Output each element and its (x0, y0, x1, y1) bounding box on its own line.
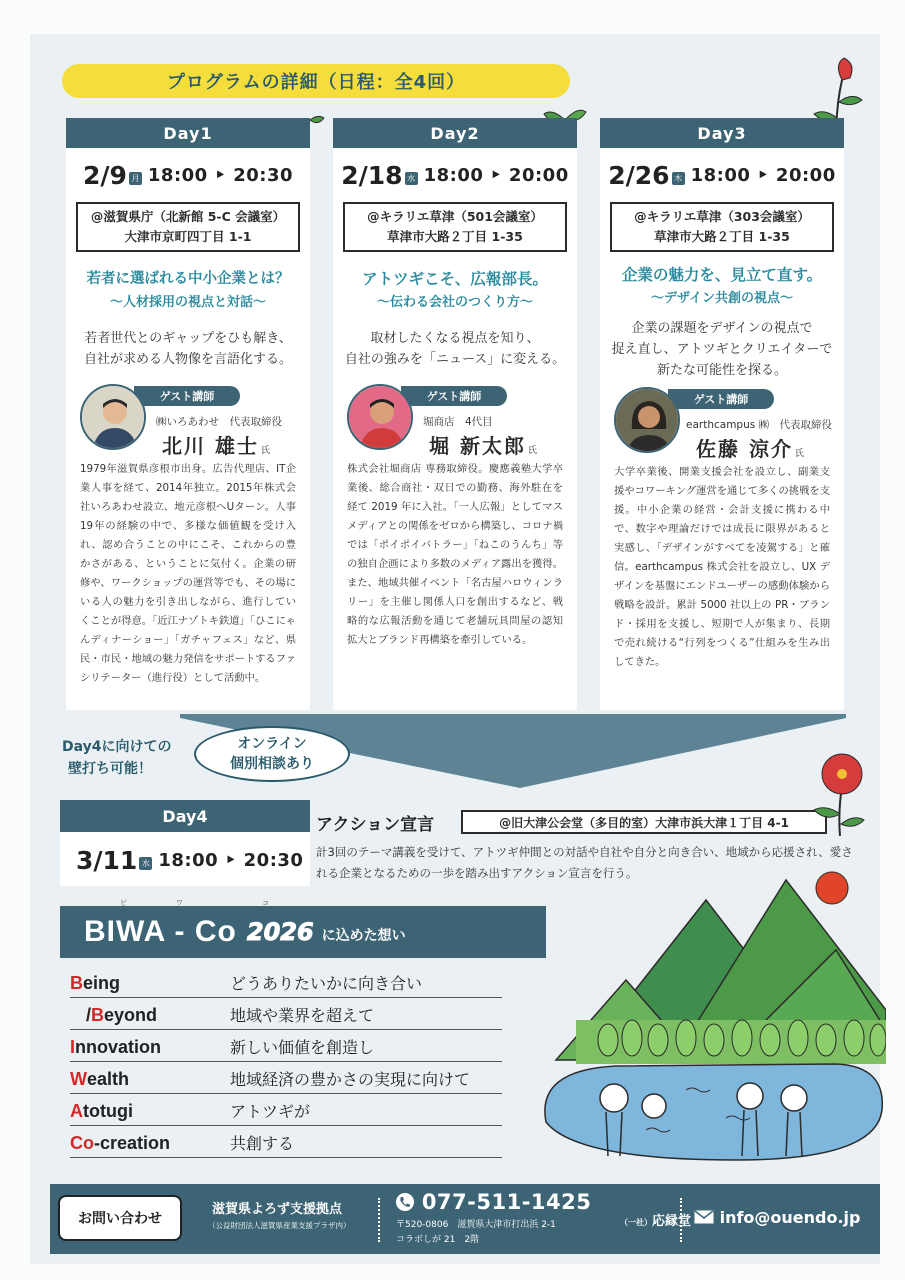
value-row (70, 1126, 502, 1158)
theme-title: 若者に選ばれる中小企業とは？ (86, 271, 290, 287)
guest-name-text: 佐藤 涼介 (696, 437, 793, 461)
theme (333, 268, 577, 314)
venue-name: @滋賀県庁（北新館 5-C 会議室） (90, 209, 286, 224)
value-key (70, 1101, 230, 1122)
guest-block (333, 382, 577, 458)
lead-line: 若者世代とのギャップをひも解き、 (84, 331, 292, 346)
time: 18:00 ‣ 20:00 (423, 164, 569, 186)
value-initial: W (70, 1069, 87, 1089)
value-key (70, 973, 230, 994)
day-tab: Day2 (333, 118, 577, 148)
bridge-note-line: 壁打ち可能！ (68, 761, 152, 777)
guest-bio: 大学卒業後、開業支援会社を設立し、副業支援やコワーキング運営を通じて多くの挑戦を支援。中小企業の経営・会計支援に携わる中で、数字や理論だけでは成長に限界があると実感し、「デザインがすべてを凌駕する」と確信。earthcampus 株式会社を設立し、UX デザインを基盤にエンドユーザーの感動体験から戦略を設計。累計 5000 社以上の PR・ブランド・採用を支援し、短期で人が集まり、長期で売れ続ける“行列をつくる”仕組みを生み出してきた。 (614, 466, 830, 668)
day-tab: Day4 (60, 800, 310, 832)
venue-box (610, 202, 834, 252)
guest-role: earthcampus ㈱ 代表取締役 (686, 419, 833, 431)
theme-subtitle: ～人材採用の視点と対話～ (109, 295, 266, 310)
divider (378, 1198, 380, 1242)
guest-photo (347, 384, 413, 450)
org-prefix: （一社） (620, 1218, 652, 1227)
theme (600, 264, 844, 310)
honorific: 氏 (527, 446, 539, 456)
lead-line: 自社が求める人物像を言語化する。 (83, 352, 292, 367)
value-prefix: / (86, 1005, 92, 1025)
program-title: プログラムの詳細（日程：全4回） (62, 64, 570, 98)
values-list (70, 966, 502, 1158)
email-address[interactable]: info@ouendo.jp (719, 1208, 861, 1227)
bubble-line: オンライン (237, 736, 307, 752)
date: 2/18 (341, 160, 403, 190)
value-rest: eing (83, 973, 121, 993)
time: 18:00 ‣ 20:30 (158, 850, 304, 871)
ruby-bi: ビ (120, 899, 127, 907)
day4-card (60, 800, 310, 886)
value-initial: B (91, 1005, 105, 1025)
date: 2/26 (608, 160, 670, 190)
lead-line: 自社の強みを「ニュース」に変える。 (344, 352, 566, 367)
value-text: アトツギが (230, 1102, 311, 1121)
lead-line: 企業の課題をデザインの視点で (631, 321, 813, 336)
day-tab: Day1 (66, 118, 310, 148)
divider (680, 1198, 682, 1242)
guest-photo (80, 384, 146, 450)
org-name: 応縁堂 (652, 1214, 692, 1229)
guest-bio: 1979年滋賀県彦根市出身。広告代理店、IT企業人事を経て、2014年独立。2015年株式会社いろあわせ設立、地元彦根へUターン。人事19年の経験の中で、多様な価値観を受け入れ、認め合うことの中にこそ、これからの豊かさがある、ということに気付く。企業の研修や、ワークショップの運営等でも、その場にいる人の魅力を引き出しながら、進行していくことが得意。「近江ナゾトキ鉄道」「ひこにゃんディナーショー」「ガチャフェス」など、県民・市民・地域の魅力発信をサポートするファシリテーター（進行役）として活動中。 (80, 463, 296, 684)
value-key (70, 1005, 230, 1026)
value-text: 地域や業界を超えて (230, 1006, 375, 1025)
value-text: どうありたいかに向き合い (230, 974, 423, 993)
contact-label: お問い合わせ (58, 1195, 182, 1241)
venue-box (76, 202, 300, 252)
theme-title: 企業の魅力を、見立て直す。 (621, 266, 823, 284)
value-row (70, 1094, 502, 1126)
guest-label: ゲスト講師 (668, 389, 774, 409)
biwa-co-title: BIWA - Co (84, 915, 237, 948)
value-rest: nnovation (75, 1037, 162, 1057)
red-flower-icon (806, 752, 872, 836)
time: 18:00 ‣ 20:30 (147, 164, 294, 186)
biwa-co-banner (60, 906, 546, 958)
bridge-note-line: Day4に向けての (62, 739, 172, 755)
bridge-note (62, 736, 172, 780)
action-title: アクション宣言 (316, 815, 435, 835)
lead-line: 新たな可能性を探る。 (656, 363, 787, 378)
email[interactable] (694, 1208, 861, 1227)
venue-address: 草津市大路２丁目 1-35 (654, 229, 790, 244)
weekday-badge: 月 (129, 172, 142, 185)
ruby-co: コ (262, 899, 269, 907)
guest-role: ㈱いろあわせ 代表取締役 (156, 416, 282, 428)
date: 3/11 (76, 846, 138, 875)
phone-number[interactable]: 077-511-1425 (421, 1190, 592, 1214)
venue-address: 大津市京町四丁目 1-1 (124, 229, 252, 244)
theme (66, 268, 310, 314)
value-text: 地域経済の豊かさの実現に向けて (230, 1070, 471, 1089)
lead-line: 捉え直し、アトツギとクリエイターで (611, 342, 833, 357)
guest-label: ゲスト講師 (134, 386, 240, 406)
biwa-co-suffix: に込めた想い (321, 928, 406, 944)
phone[interactable] (396, 1190, 591, 1214)
venue-name: @キラリエ草津（303会議室） (634, 209, 810, 224)
honorific: 氏 (260, 446, 272, 456)
guest-name-text: 堀 新太郎 (429, 434, 526, 458)
guest-role: 堀商店 4代目 (423, 416, 493, 428)
guest-name (696, 433, 806, 462)
value-initial: B (70, 973, 83, 993)
value-rest: totugi (83, 1101, 133, 1121)
guest-label: ゲスト講師 (401, 386, 507, 406)
down-arrow-shape (60, 712, 846, 790)
day-tab: Day3 (600, 118, 844, 148)
value-key (70, 1037, 230, 1058)
phone-icon (396, 1193, 414, 1211)
value-row (70, 1030, 502, 1062)
guest-name (429, 430, 539, 459)
value-row (70, 998, 502, 1030)
value-text: 新しい価値を創造し (230, 1038, 375, 1057)
day2-card (333, 118, 577, 710)
value-row (70, 966, 502, 998)
value-rest: ealth (87, 1069, 130, 1089)
consult-bubble (194, 726, 350, 782)
bubble-line: 個別相談あり (230, 756, 314, 772)
date: 2/9 (82, 160, 127, 190)
contact-footer (50, 1184, 880, 1254)
date-row (600, 158, 844, 192)
venue-box (343, 202, 567, 252)
guest-name-text: 北川 雄士 (162, 434, 259, 458)
date-row (333, 158, 577, 192)
support-org: 滋賀県よろず支援拠点 (212, 1202, 343, 1217)
theme-title: アトツギこそ、広報部長。 (362, 270, 548, 288)
lead-text (600, 318, 844, 381)
biwa-co-year: 2026 (246, 918, 314, 946)
venue-name: @キラリエ草津（501会議室） (367, 209, 543, 224)
guest-photo (614, 387, 680, 453)
date-row (66, 158, 310, 192)
lead-text (66, 328, 310, 370)
lead-line: 取材したくなる視点を知り、 (370, 331, 540, 346)
ruby-wa: ワ (176, 899, 183, 907)
value-initial: A (70, 1101, 83, 1121)
day4-description: 計3回のテーマ講義を受けて、アトツギ仲間との対話や自社や自分と向き合い、地域から応援され、愛される企業となるための一歩を踏み出すアクション宣言を行う。 (316, 845, 853, 880)
venue-address: 草津市大路２丁目 1-35 (387, 229, 523, 244)
day1-card (66, 118, 310, 710)
lead-text (333, 328, 577, 370)
guest-block (600, 385, 844, 461)
value-initial: Co (70, 1133, 94, 1153)
time: 18:00 ‣ 20:00 (690, 164, 836, 186)
day4-venue: @旧大津公会堂（多目的室）大津市浜大津１丁目 4-1 (461, 810, 827, 834)
guest-block (66, 382, 310, 458)
weekday-badge: 木 (672, 172, 685, 185)
guest-name (162, 430, 272, 459)
value-key (70, 1133, 230, 1154)
value-initial: I (70, 1037, 76, 1057)
theme-subtitle: ～デザイン共創の視点～ (650, 291, 794, 306)
value-rest: eyond (104, 1005, 158, 1025)
mail-icon (694, 1210, 714, 1224)
value-row (70, 1062, 502, 1094)
support-org-sub: （公益財団法人滋賀県産業支援プラザ内） (208, 1221, 351, 1230)
address (396, 1218, 556, 1248)
weekday-badge: 水 (405, 172, 418, 185)
day3-card (600, 118, 844, 710)
honorific: 氏 (794, 449, 806, 459)
value-key (70, 1069, 230, 1090)
date-row (76, 846, 310, 875)
theme-subtitle: ～伝わる会社のつくり方～ (376, 295, 533, 310)
lake-mountain-illustration (536, 860, 886, 1180)
value-text: 共創する (230, 1134, 295, 1153)
value-rest: -creation (94, 1133, 171, 1153)
address-line: 〒520-0806 滋賀県大津市打出浜 2-1 (396, 1220, 556, 1230)
guest-bio: 株式会社堀商店 専務取締役。慶應義塾大学卒業後、総合商社・双日での勤務、海外駐在を経て 2019 年に入社。「一人広報」としてマスメディアとの関係をゼロから構築し、コロナ禍では「ポイポイバトラー」「ねこのうんち」等の独自企画により多数のメディア露出を獲得。また、地域共催イベント「名古屋ハロウィンラリー」を主催し関係人口を創出するなど、戦略的な広報活動を通じて老舗玩具問屋の認知拡大とブランド再構築を牽引している。 (347, 463, 563, 646)
address-line: コラボしが 21 2階 (396, 1235, 480, 1245)
weekday-badge: 水 (139, 857, 152, 870)
